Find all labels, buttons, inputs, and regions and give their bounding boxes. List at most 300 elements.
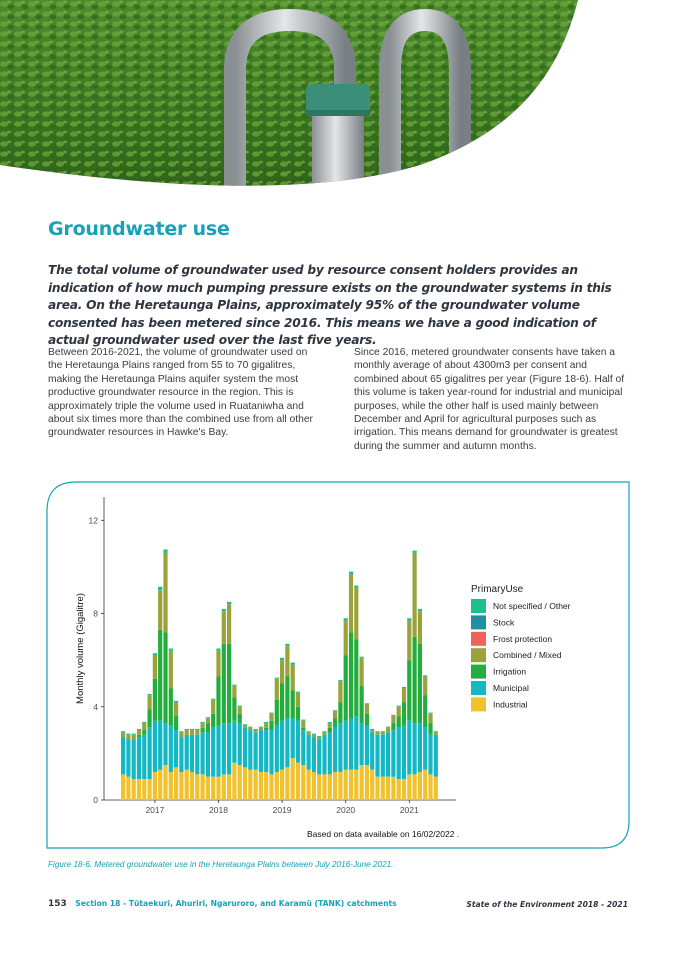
bar-segment [169, 725, 173, 772]
bar-segment [413, 723, 417, 774]
bar-segment [206, 717, 210, 718]
bar-segment [254, 730, 258, 732]
bar-segment [328, 722, 332, 723]
bar-segment [338, 702, 342, 723]
bar-segment [243, 767, 247, 800]
bar-segment [121, 737, 125, 774]
bar-segment [211, 700, 215, 714]
bar-segment [158, 770, 162, 800]
bar-segment [174, 701, 178, 702]
bar-segment [254, 729, 258, 730]
bar-segment [259, 730, 263, 772]
bar-segment [360, 657, 364, 658]
bar-segment [211, 714, 215, 728]
bar-segment [259, 727, 263, 728]
legend-swatch [471, 648, 486, 662]
bar-segment [349, 718, 353, 769]
bar-segment [423, 695, 427, 728]
bar-segment [153, 721, 157, 772]
bar-segment [174, 702, 178, 716]
bar-segment [349, 572, 353, 574]
bar-segment [216, 777, 220, 800]
x-tick-label: 2018 [209, 805, 228, 815]
bar-segment [402, 687, 406, 688]
bar-segment [312, 737, 316, 772]
bar-segment [275, 678, 279, 679]
x-tick-label: 2020 [336, 805, 356, 815]
bar-segment [248, 727, 252, 728]
bar-segment [407, 774, 411, 800]
legend-swatch [471, 599, 486, 613]
bar-segment [264, 730, 268, 772]
bar-segment [243, 728, 247, 768]
figure-caption: Figure 18-6. Metered groundwater use in the Heretaunga Plains between July 2016-June 2021. [48, 860, 394, 869]
bar-segment [148, 779, 152, 800]
bar-segment [248, 728, 252, 730]
bar-segment [370, 729, 374, 730]
legend-entry: Industrial [493, 699, 528, 710]
bar-segment [402, 702, 406, 725]
bar-segment [248, 730, 252, 770]
bar-segment [227, 644, 231, 723]
bar-segment [206, 718, 210, 723]
bar-segment [381, 735, 385, 777]
bar-segment [375, 732, 379, 734]
hero-photo [0, 0, 675, 200]
bar-segment [195, 735, 199, 775]
bar-segment [391, 723, 395, 730]
legend-swatch [471, 665, 486, 679]
data-note: Based on data available on 16/02/2022 . [307, 829, 460, 839]
y-tick-label: 8 [93, 608, 98, 619]
bar-segment [163, 765, 167, 800]
bar-segment [301, 728, 305, 730]
bar-segment [174, 767, 178, 800]
bar-segment [232, 697, 236, 720]
legend-title: PrimaryUse [471, 584, 524, 595]
bar-segment [179, 731, 183, 732]
bar-segment [344, 770, 348, 800]
bar-segment [322, 731, 326, 732]
bar-segment [211, 777, 215, 800]
bar-segment [365, 765, 369, 800]
section-title: Section 18 - Tūtaekurī, Ahuriri, Ngaruroro, and Karamū (TANK) catchments [75, 899, 397, 908]
bar-segment [206, 777, 210, 800]
bar-segment [190, 772, 194, 800]
bar-segment [338, 772, 342, 800]
bar-segment [391, 730, 395, 777]
bar-segment [322, 735, 326, 775]
x-tick-label: 2019 [272, 805, 292, 815]
legend-entry: Frost protection [493, 633, 553, 644]
bar-segment [344, 655, 348, 720]
bar-segment [243, 724, 247, 725]
bar-segment [402, 725, 406, 779]
bar-segment [328, 774, 332, 800]
bar-segment [185, 729, 189, 730]
bar-segment [423, 728, 427, 770]
bar-segment [169, 772, 173, 800]
bar-segment [370, 730, 374, 732]
bar-segment [296, 763, 300, 800]
bar-segment [381, 732, 385, 734]
bar-segment [301, 720, 305, 721]
bar-segment [397, 707, 401, 716]
bar-segment [153, 655, 157, 678]
bar-segment [142, 722, 146, 723]
bar-segment [280, 683, 284, 720]
bar-segment [434, 731, 438, 732]
bar-segment [185, 735, 189, 770]
bar-segment [185, 770, 189, 800]
report-title: State of the Environment 2018 - 2021 [466, 900, 628, 909]
bar-segment [328, 728, 332, 733]
y-tick-label: 0 [93, 795, 98, 805]
bar-segment [397, 706, 401, 707]
bar-segment [413, 637, 417, 723]
bar-segment [391, 715, 395, 716]
bar-segment [285, 767, 289, 800]
bar-segment [222, 723, 226, 774]
bar-segment [227, 602, 231, 604]
bar-segment [354, 588, 358, 639]
bar-segment [322, 774, 326, 800]
bar-segment [333, 718, 337, 727]
bar-segment [397, 716, 401, 728]
bar-segment [296, 693, 300, 707]
bar-segment [179, 732, 183, 737]
bar-segment [275, 725, 279, 772]
bar-segment [269, 774, 273, 800]
bar-segment [201, 728, 205, 733]
bar-segment [232, 763, 236, 800]
bar-segment [296, 721, 300, 763]
bar-segment [296, 692, 300, 693]
bar-segment [185, 730, 189, 735]
bar-segment [418, 609, 422, 611]
bar-segment [148, 728, 152, 779]
bar-segment [402, 688, 406, 702]
bar-segment [428, 774, 432, 800]
bar-segment [121, 774, 125, 800]
bar-segment [418, 723, 422, 772]
bar-segment [126, 739, 130, 776]
bar-segment [238, 723, 242, 765]
bar-segment [386, 777, 390, 800]
bar-segment [254, 732, 258, 769]
bar-segment [397, 779, 401, 800]
bar-segment [328, 723, 332, 728]
bar-segment [291, 690, 295, 718]
bar-segment [402, 779, 406, 800]
bar-segment [333, 710, 337, 711]
bar-segment [291, 758, 295, 800]
bar-segment [206, 732, 210, 776]
bar-segment [370, 732, 374, 769]
groundwater-chart [46, 481, 630, 849]
bar-segment [142, 730, 146, 735]
bar-segment [317, 774, 321, 800]
y-tick-label: 4 [93, 701, 98, 712]
bar-segment [264, 772, 268, 800]
bar-segment [360, 686, 364, 723]
bar-segment [158, 630, 162, 721]
bar-segment [216, 651, 220, 677]
bar-segment [238, 707, 242, 714]
x-tick-label: 2017 [145, 805, 165, 815]
bar-segment [158, 590, 162, 630]
bar-segment [132, 779, 136, 800]
bar-segment [163, 723, 167, 765]
bar-segment [121, 732, 125, 737]
legend-entry: Municipal [493, 683, 529, 693]
bar-segment [386, 727, 390, 728]
bar-segment [285, 676, 289, 718]
bar-segment [349, 632, 353, 718]
bar-segment [333, 772, 337, 800]
bar-segment [344, 618, 348, 620]
bar-segment [360, 723, 364, 765]
legend [471, 584, 571, 711]
bar-segment [163, 632, 167, 723]
bar-segment [365, 725, 369, 765]
legend-entry: Combined / Mixed [493, 650, 562, 661]
bar-segment [428, 735, 432, 775]
page-heading: Groundwater use [48, 218, 230, 240]
bar-segment [132, 734, 136, 735]
bar-segment [275, 679, 279, 700]
bar-segment [158, 721, 162, 770]
bar-segment [301, 765, 305, 800]
bar-segment [169, 688, 173, 725]
bar-segment [434, 735, 438, 777]
bar-segment [216, 649, 220, 651]
bar-segment [201, 722, 205, 723]
bar-segment [354, 770, 358, 800]
bar-segment [142, 779, 146, 800]
legend-entry: Not specified / Other [493, 601, 571, 611]
bar-segment [121, 731, 125, 732]
bar-segment [222, 611, 226, 644]
bar-segment [169, 649, 173, 651]
bar-segment [397, 728, 401, 779]
bar-segment [285, 646, 289, 676]
bar-segment [264, 723, 268, 728]
bar-segment [190, 730, 194, 735]
bar-segment [222, 609, 226, 611]
bar-segment [322, 732, 326, 734]
bar-segment [354, 639, 358, 716]
bar-segment [153, 653, 157, 655]
bar-segment [386, 732, 390, 776]
bar-segment [142, 735, 146, 779]
bar-segment [413, 774, 417, 800]
bar-segment [391, 777, 395, 800]
bar-segment [153, 679, 157, 721]
bar-segment [227, 723, 231, 774]
bar-segment [264, 722, 268, 723]
bar-segment [317, 739, 321, 774]
bar-segment [195, 729, 199, 730]
legend-swatch [471, 697, 486, 711]
bar-segment [312, 772, 316, 800]
bar-segment [370, 770, 374, 800]
bar-segment [280, 770, 284, 800]
bar-segment [328, 732, 332, 774]
bar-segment [163, 553, 167, 632]
bar-segment [349, 770, 353, 800]
bar-segment [365, 714, 369, 726]
bar-segment [280, 658, 284, 660]
bar-segment [291, 662, 295, 664]
bar-segment [232, 721, 236, 763]
bar-segment [428, 713, 432, 714]
bar-segment [201, 732, 205, 774]
bar-segment [190, 735, 194, 772]
bar-segment [137, 730, 141, 735]
bar-segment [423, 676, 427, 695]
bar-segment [381, 731, 385, 732]
bar-segment [344, 721, 348, 770]
page-footer [48, 899, 628, 913]
bar-segment [434, 732, 438, 734]
bar-segment [211, 728, 215, 777]
bar-segment [354, 586, 358, 588]
bar-segment [386, 728, 390, 733]
bar-segment [312, 734, 316, 735]
bar-segment [148, 709, 152, 728]
bar-segment [280, 721, 284, 770]
intro-paragraph: The total volume of groundwater used by resource consent holders provides an indication of how much pumping pressure exists on the groundwater systems in this area. On the Heretaunga Plains, approximately 95% of the groundwater volume consented has been metered since 2016. This means we have a good indication of actual groundwater used over the last five years. [48, 263, 612, 348]
bar-segment [243, 725, 247, 727]
bar-segment [227, 604, 231, 644]
bar-segment [285, 644, 289, 646]
bar-segment [174, 716, 178, 730]
bar-segment [269, 713, 273, 714]
bar-segment [169, 651, 173, 688]
bar-segment [132, 735, 136, 740]
bar-segment [354, 716, 358, 770]
bar-segment [285, 718, 289, 767]
legend-entry: Irrigation [493, 666, 527, 677]
bar-segment [375, 777, 379, 800]
legend-swatch [471, 632, 486, 646]
bar-segment [413, 553, 417, 637]
y-tick-label: 12 [88, 515, 98, 526]
bar-segment [434, 777, 438, 800]
bar-segment [126, 735, 130, 740]
bar-segment [126, 777, 130, 800]
bar-segment [153, 772, 157, 800]
bar-segment [137, 737, 141, 779]
bar-segment [222, 774, 226, 800]
bar-segment [418, 772, 422, 800]
bar-segment [275, 772, 279, 800]
bar-segment [307, 770, 311, 800]
page-number: 153 [48, 899, 67, 909]
bar-segment [269, 714, 273, 721]
bar-segment [301, 730, 305, 765]
legend-swatch [471, 615, 486, 629]
bar-segment [264, 728, 268, 730]
bar-segment [254, 770, 258, 800]
bar-segment [280, 660, 284, 683]
bar-segment [407, 660, 411, 721]
bar-segment [360, 658, 364, 686]
bar-segment [148, 695, 152, 709]
bar-segment [238, 706, 242, 707]
bar-segment [238, 714, 242, 723]
bar-segment [174, 730, 178, 767]
bar-segment [333, 728, 337, 772]
bar-segment [142, 723, 146, 730]
bar-segment [423, 675, 427, 676]
plot-area [89, 497, 456, 815]
bar-segment [418, 644, 422, 723]
bar-segment [391, 716, 395, 723]
bar-segment [291, 718, 295, 758]
bar-segment [158, 587, 162, 590]
y-axis-label: Monthly volume (Gigalitre) [75, 593, 86, 704]
bar-segment [259, 728, 263, 730]
bar-segment [381, 777, 385, 800]
bar-segment [148, 694, 152, 695]
bar-segment [222, 644, 226, 723]
bar-segment [338, 723, 342, 772]
bar-segment [365, 703, 369, 704]
bar-segment [375, 731, 379, 732]
bar-segment [211, 699, 215, 700]
bar-segment [259, 772, 263, 800]
bar-segment [269, 721, 273, 730]
bar-segment [317, 736, 321, 737]
bar-segment [407, 721, 411, 775]
x-tick-label: 2021 [399, 805, 419, 815]
bar-segment [428, 714, 432, 723]
bar-segment [179, 737, 183, 772]
bar-segment [338, 681, 342, 702]
body-text-right: Since 2016, metered groundwater consents have taken a monthly average of about 4300m3 per consent and combined about 65 gigalitres per year (Figure 18-6). Half of this volume is taken year-round for industrial and municipal purposes, while the other half is used mainly between December and April for agricultural purposes such as irrigation. This means demand for groundwater is greatest during the summer and autumn months. [354, 347, 625, 452]
bar-segment [365, 704, 369, 713]
bar-segment [296, 707, 300, 721]
bar-segment [291, 665, 295, 691]
bar-segment [126, 734, 130, 735]
bar-segment [269, 730, 273, 774]
bar-segment [275, 700, 279, 726]
bar-segment [137, 735, 141, 737]
bar-segment [413, 551, 417, 553]
bar-segment [349, 574, 353, 632]
bar-segment [206, 723, 210, 732]
bar-segment [137, 729, 141, 730]
bar-segment [312, 735, 316, 737]
bar-segment [163, 549, 167, 552]
bar-segment [248, 770, 252, 800]
bar-segment [216, 676, 220, 725]
bar-segment [132, 739, 136, 779]
bar-segment [238, 765, 242, 800]
bar-segment [375, 735, 379, 777]
bar-segment [360, 765, 364, 800]
bar-segment [423, 770, 427, 800]
bar-segment [338, 680, 342, 681]
bar-segment [428, 723, 432, 735]
bar-segment [232, 686, 236, 698]
bar-segment [201, 774, 205, 800]
bar-segment [307, 731, 311, 732]
bar-segment [232, 685, 236, 686]
bar-segment [227, 774, 231, 800]
